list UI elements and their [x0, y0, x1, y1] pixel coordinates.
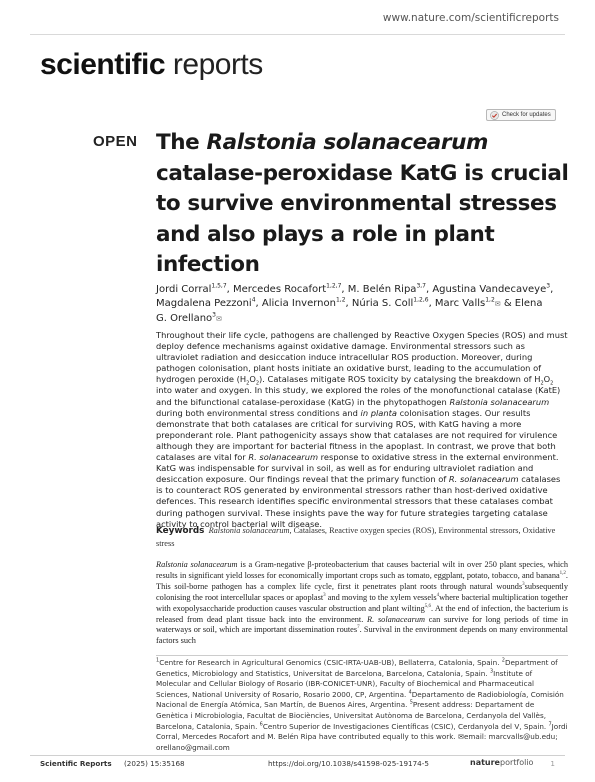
author-affiliation: 1,2,7 [326, 282, 342, 290]
article-title [156, 128, 576, 281]
keywords-section [156, 525, 568, 549]
citation-link[interactable]: 4 [436, 592, 440, 598]
author-name[interactable]: M. Belén Ripa [347, 284, 417, 295]
intro-paragraph: Ralstonia solanacearum is a Gram-negative β-proteobacterium that causes bacterial wilt in over 250 plant species, which results in significant yield losses for economically important crops such as tomato, eggplant, potato, tobacco, and banana$^{1,2}$. This soil-borne pathogen has a complex life cycle, first it penetrates plant roots through natural wounds$^3$subsequently colonising the root intercellular spaces or apoplast$^3$ and moving to the xylem vessels$^4$where bacterial multiplication together with exopolysaccharide production causes vascular obstruction and plant wilting$^{5,6}$. At the end of infection, the bacterium is released from dead plant tissue back into the environment. R. solanacearum can survive for long periods of time in waterways or soil, which are important dissemination routes$^7$. Survival in the environment depends on many environmental factors such [156, 560, 569, 646]
author-affiliation: 1,5,7 [211, 282, 227, 290]
footer-volume: (2025) 15:35168 [124, 759, 185, 768]
affiliations: $^1$Centre for Research in Agricultural Genomics (CSIC-IRTA-UAB-UB), Bellaterra, Catalonia, Spain. $^2$Department of Genetics, Microbiology and Statistics, Universitat de Barcelona, Barcelona, Catalonia, Spain. $^3$Institute of Molecular and Cellular Biology of Rosario (IBR-CONICET-UNR), Faculty of Biochemical and Pharmaceutical Sciences, National University of Rosario, Rosario 2000, CP, Argentina. $^4$Departamento de Radiobiología, Comisión Nacional de Energía Atómica, San Martín, de Buenos Aires, Argentina. $^5$Present address: Departament de Genètica i Microbiologia, Facultat de Biociències, Universitat Autònoma de Barcelona, Cerdanyola del Vallès, Barcelona, Catalonia, Spain. $^6$Centro Superior de Investigaciones Científicas (CSIC), Cerdanyola del V, Spain. $^7$Jordi Corral, Mercedes Rocafort and M. Belén Ripa have contributed equally to this work. ✉email: marcvalls@ub.edu; orellano@gmail.com [156, 657, 568, 752]
journal-url-link[interactable]: www.nature.com/scientificreports [382, 12, 559, 24]
open-access-label: OPEN [93, 133, 138, 150]
author-list: Jordi Corral$^{1,5,7}$, Mercedes Rocafort$^{1,2,7}$, M. Belén Ripa$^{3,7}$, Agustina Vandecaveye$^3$, Magdalena Pezzoni$^4$, Alicia Invernon$^{1,2}$, Núria S. Coll$^{1,2,6}$, Marc Valls$^{1,2}$✉ & Elena G. Orellano$^3$✉ [156, 282, 554, 324]
envelope-icon[interactable]: ✉ [216, 314, 222, 323]
author-affiliation: 1,2 [485, 296, 495, 304]
journal-name-light: reports [165, 48, 263, 81]
citation-link[interactable]: 7 [357, 625, 360, 631]
citation-link[interactable]: 3 [323, 592, 326, 598]
top-bar [0, 0, 595, 38]
author-affiliation: 4 [251, 296, 256, 304]
keywords-label: Keywords [156, 526, 205, 536]
envelope-icon: ✉ [457, 732, 464, 742]
author-affiliation: 3,7 [416, 282, 426, 290]
footer-journal: Scientific Reports [40, 759, 112, 768]
journal-logo[interactable] [40, 48, 263, 82]
author-name[interactable]: Mercedes Rocafort [233, 284, 327, 295]
header-divider [30, 34, 565, 35]
check-updates-icon [490, 111, 499, 120]
envelope-icon[interactable]: ✉ [494, 300, 501, 309]
title-prefix: The [156, 130, 207, 155]
author-name[interactable]: Magdalena Pezzoni [156, 298, 252, 310]
journal-name-bold: scientific [40, 48, 166, 81]
check-updates-label: Check for updates [502, 112, 551, 118]
page-number: 1 [550, 759, 555, 768]
doi-link[interactable]: https://doi.org/10.1038/s41598-025-19174-5 [268, 759, 429, 768]
author-affiliation: 1,2,6 [413, 296, 429, 304]
check-for-updates-button[interactable] [486, 109, 556, 121]
footer-divider [30, 755, 565, 756]
author-name[interactable]: Alicia Invernon [261, 298, 336, 310]
citation-link[interactable]: 1,2 [559, 571, 566, 577]
affiliations-divider [156, 655, 568, 656]
author-affiliation: 1,2 [335, 296, 346, 304]
author-name[interactable]: Elena G. Orellano [156, 298, 543, 324]
author-name[interactable]: Marc Valls [434, 298, 486, 310]
title-suffix: catalase-peroxidase KatG is crucial to survive environmental stresses and also plays a role in plant infection [156, 160, 569, 277]
author-affiliation: 3 [212, 311, 216, 319]
keywords-list: Ralstonia solanacearum, Catalases, Reactive oxygen species (ROS), Environmental stressors, Oxidative stress [156, 526, 556, 548]
author-name[interactable]: Agustina Vandecaveye [432, 284, 547, 295]
abstract: Throughout their life cycle, pathogens are challenged by Reactive Oxygen Species (ROS) and must deploy defence mechanisms against oxidative damage. Environmental stressors such as ultraviolet radiation and desiccation induce intracellular ROS production. Moreover, during pathogen colonisation, plant hosts initiate an oxidative burst, leading to the accumulation of hydrogen peroxide $(H_2O_2)$. Catalases mitigate ROS toxicity by catalysing the breakdown of $H_2O_2$ into water and oxygen. In this study, we explored the roles of the monofunctional catalase (KatE) and the bifunctional catalase-peroxidase (KatG) in the phytopathogen Ralstonia solanacearum during both environmental stress conditions and in planta colonisation stages. Our results demonstrate that both catalases are critical for surviving ROS, with KatG having a more preponderant role. Plant pathogenicity assays show that catalases are not required for virulence although they are important for bacterial fitness in the apoplast. In contrast, we prove that both catalases are vital for R. solanacearum response to oxidative stress in the external environment. KatG was indispensable for survival in soil, as well as for enduring ultraviolet radiation and desiccation exposure. Our findings reveal that the primary function of R. solanacearum catalases is to counteract ROS generated by environmental stressors rather than host-derived oxidative defences. This research identifies specific environmental stressors that these catalases combat during pathogen survival. These insights pave the way for future strategies targeting catalase activity to control bacterial wilt disease. [156, 330, 568, 529]
citation-link[interactable]: 5,6 [424, 603, 432, 609]
author-name[interactable]: Jordi Corral [156, 284, 212, 295]
citation-link[interactable]: 3 [522, 582, 525, 588]
title-italic: Ralstonia solanacearum [206, 130, 489, 155]
page-footer [40, 759, 555, 773]
contact-email[interactable]: email: marcvalls@ub.edu; orellano@gmail.com [156, 732, 558, 752]
author-name[interactable]: Núria S. Coll [351, 298, 414, 310]
author-affiliation: 3 [546, 282, 551, 290]
nature-portfolio-logo: natureportfolio [470, 758, 534, 767]
